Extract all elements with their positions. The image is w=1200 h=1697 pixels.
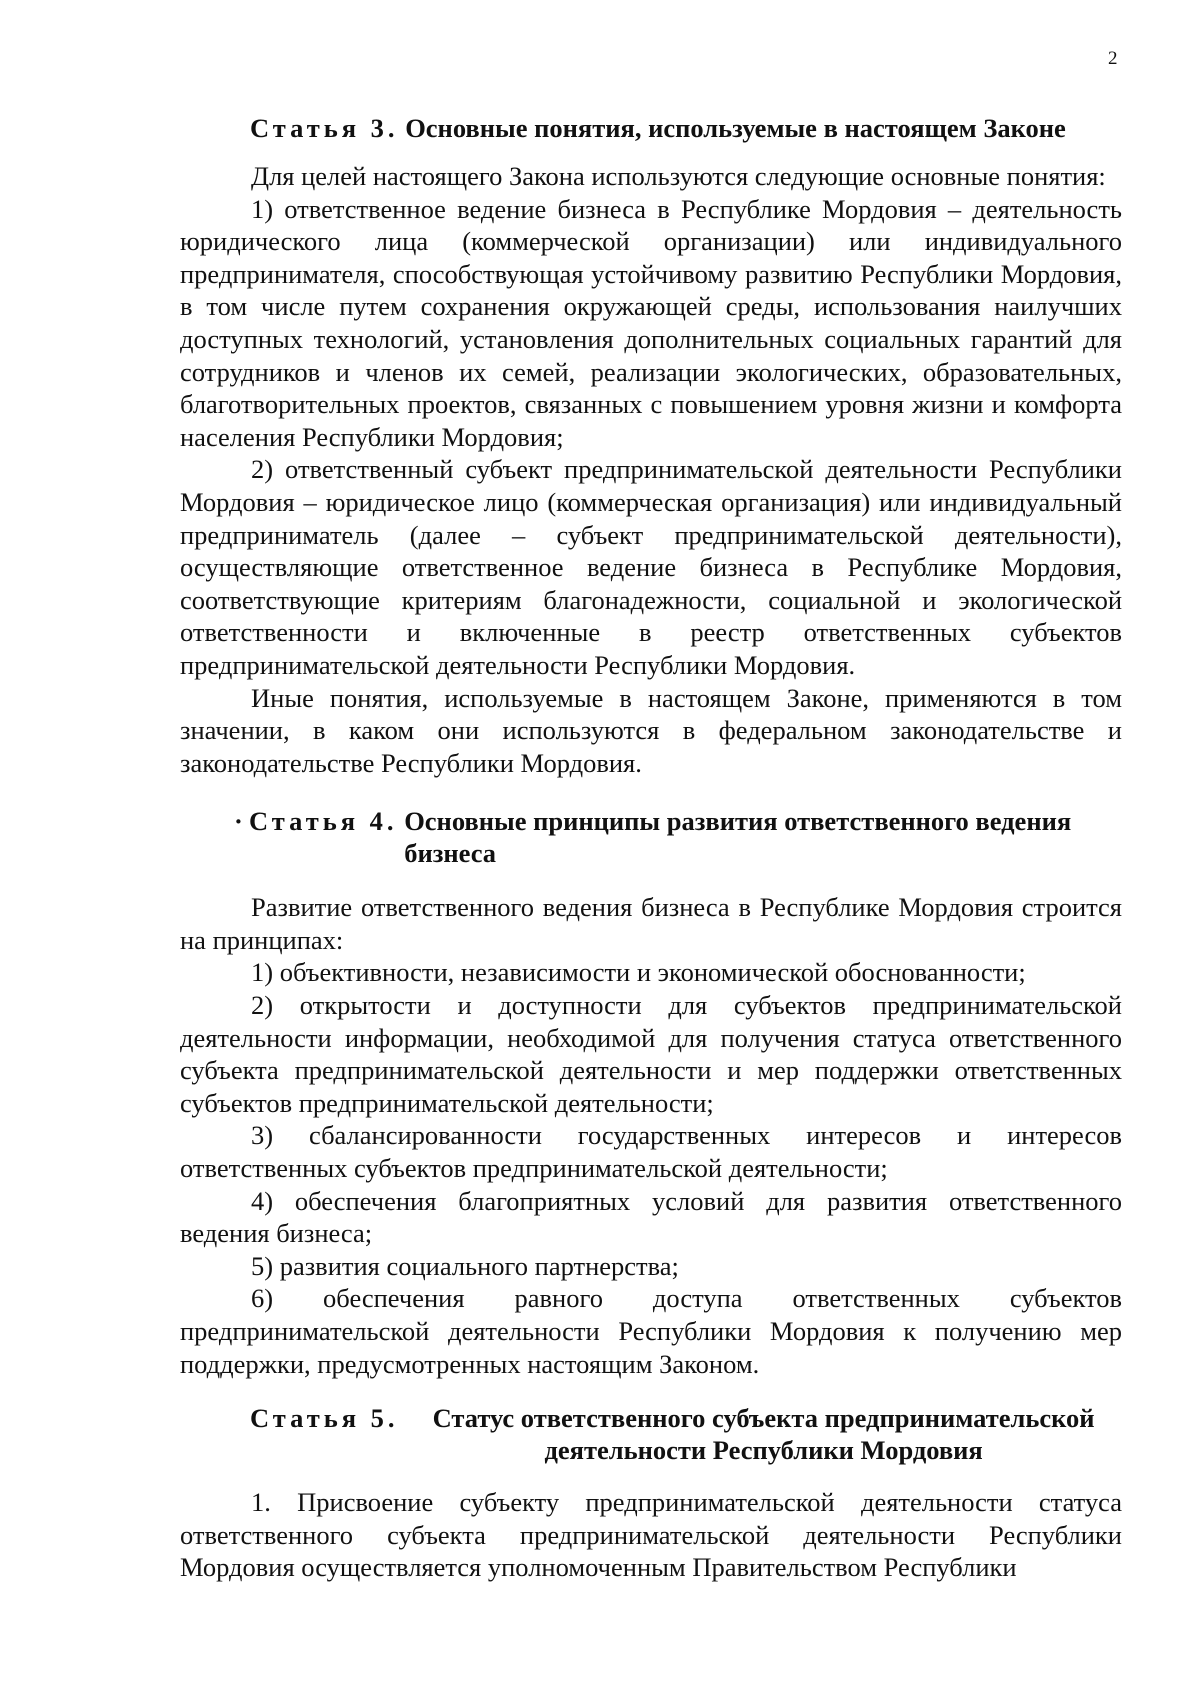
- article-5-title: Статус ответственного субъекта предпринимательской деятельности Республики Мордовия: [432, 1403, 1095, 1466]
- article-4-paragraph: 2) открытости и доступности для субъектов предпринимательской деятельности информации, необходимой для получения статуса ответственного субъекта предпринимательской деятельности и мер поддержки ответственных субъектов предпринимательской деятельности;: [180, 990, 1122, 1118]
- article-3-paragraph: 1) ответственное ведение бизнеса в Республике Мордовия – деятельность юридического лица (коммерческой организации) или индивидуального предпринимателя, способствующая устойчивому развитию Республики Мордовия, в том числе путем сохранения окружающей среды, использования наилучших доступных технологий, установления дополнительных социальных гарантий для сотрудников и членов их семей, реализации экологических, образовательных, благотворительных проектов, связанных с повышением уровня жизни и комфорта населения Республики Мордовия;: [180, 193, 1122, 452]
- article-4-title: Основные принципы развития ответственного ведения бизнеса: [404, 806, 1072, 869]
- article-3-title: Основные понятия, используемые в настоящем Законе: [405, 113, 1066, 143]
- article-3-paragraph: Для целей настоящего Закона используются следующие основные понятия:: [251, 161, 1106, 191]
- stray-mark: ·: [234, 806, 243, 837]
- article-4-paragraph: 4) обеспечения благоприятных условий для развития ответственного ведения бизнеса;: [180, 1185, 1122, 1249]
- article-5-label: Статья 5.: [250, 1403, 399, 1434]
- article-4-label: Статья 4.: [249, 806, 398, 837]
- article-4-paragraph: 6) обеспечения равного доступа ответственных субъектов предпринимательской деятельности Республики Мордовия к получению мер поддержки, предусмотренных настоящим Законом.: [180, 1283, 1122, 1379]
- document-body: [180, 112, 1122, 1584]
- article-4: [180, 805, 1122, 1380]
- article-5-heading: [250, 1402, 1122, 1466]
- article-4-paragraph: 5) развития социального партнерства;: [251, 1250, 679, 1281]
- article-3-heading: [250, 112, 1122, 144]
- article-3-label: Статья 3.: [250, 113, 399, 143]
- page-number: 2: [1108, 48, 1118, 69]
- article-4-paragraph: 1) объективности, независимости и экономической обоснованности;: [251, 957, 1026, 988]
- article-5: [180, 1402, 1122, 1584]
- article-3-paragraph: Иные понятия, используемые в настоящем Законе, применяются в том значении, в каком они используются в федеральном законодательстве и законодательстве Республики Мордовия.: [180, 682, 1122, 778]
- article-4-heading: [234, 805, 1122, 869]
- article-3-paragraph: 2) ответственный субъект предпринимательской деятельности Республики Мордовия – юридическое лицо (коммерческая организация) или индивидуальный предприниматель (далее – субъект предпринимательской деятельности), осуществляющие ответственное ведение бизнеса в Республике Мордовия, соответствующие критериям благонадежности, социальной и экологической ответственности и включенные в реестр ответственных субъектов предпринимательской деятельности Республики Мордовия.: [180, 454, 1122, 680]
- article-4-paragraph: 3) сбалансированности государственных интересов и интересов ответственных субъектов предпринимательской деятельности;: [180, 1120, 1122, 1184]
- article-3: [180, 112, 1122, 779]
- article-5-paragraph: 1. Присвоение субъекту предпринимательской деятельности статуса ответственного субъекта предпринимательской деятельности Республики Мордовия осуществляется уполномоченным Правительством Республики: [180, 1487, 1122, 1583]
- article-4-paragraph: Развитие ответственного ведения бизнеса в Республике Мордовия строится на принципах:: [180, 892, 1122, 955]
